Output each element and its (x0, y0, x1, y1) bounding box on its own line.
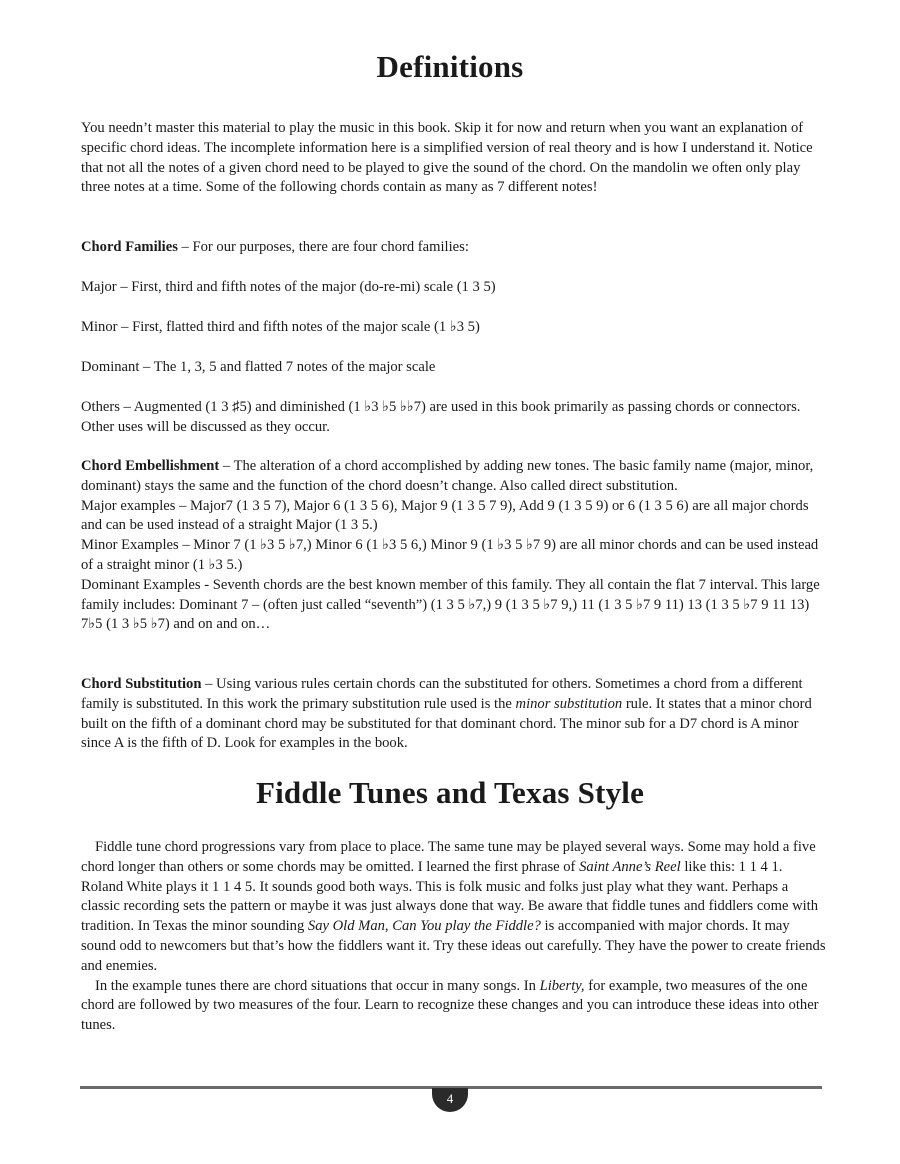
fiddle-tunes-title: Fiddle Tunes and Texas Style (255, 775, 645, 810)
tune-title-say-old-man: Say Old Man, Can You play the Fiddle? (307, 918, 541, 935)
chord-substitution-paragraph (81, 675, 826, 754)
major-family-block (81, 278, 826, 298)
chord-families-label: Chord Families (81, 239, 178, 255)
definitions-intro: You needn’t master this material to play the music in this book. Skip it for now and return when you want an explanation of specific chord ideas. The incomplete information here is a simplified version of real theory and is how I understand it. Notice that not all the notes of a given chord need to be played to give the sound of the chord. On the mandolin we often only play three notes at a time. Some of the following chords contain as many as 7 different notes! (81, 120, 813, 196)
fiddle-paragraph-2 (81, 977, 826, 1036)
tune-title-liberty: Liberty, (539, 977, 585, 994)
chord-embellishment-label: Chord Embellishment (81, 458, 220, 474)
fiddle-paragraph-1 (81, 838, 826, 977)
minor-examples: Minor Examples – Minor 7 (1 ♭3 5 ♭7,) Minor 6 (1 ♭3 5 6,) Minor 9 (1 ♭3 5 ♭7 9) are all minor chords and can be used instead of a straight minor (1 ♭3 5.) (81, 537, 819, 573)
minor-substitution-term: minor substitution (515, 695, 623, 712)
chord-substitution-section (81, 675, 826, 754)
chord-substitution-text-2: rule. It states that a minor chord built on the fifth of a dominant chord may be substituted for that dominant chord. The minor sub for a D7 chord is A minor since A is the fifth of D. Look for examples in the book. (81, 695, 812, 752)
chord-embellishment-section (81, 457, 826, 635)
chord-embellishment-text: – The alteration of a chord accomplished by adding new tones. The basic family name (major, minor, dominant) stays the same and the function of the chord doesn’t change. Also called direct substitution. (81, 458, 814, 494)
dominant-examples: Dominant Examples - Seventh chords are the best known member of this family. They all contain the flat 7 interval. This large family includes: Dominant 7 – (often just called “seventh”) (1 3 5 ♭7,) 9 (1 3 5 ♭7 9,) 11 (1 3 5 ♭7 9 11) 13 (1 3 5 ♭7 9 11 13) 7♭5 (1 3 ♭5 ♭7) and on and on… (81, 576, 820, 633)
chord-families-section (81, 238, 826, 258)
chord-embellishment-paragraph (81, 457, 826, 497)
minor-family-block (81, 318, 826, 338)
others-family-block (81, 398, 826, 438)
definitions-title: Definitions (376, 49, 524, 84)
page-number: 4 (432, 1088, 468, 1112)
fiddle-p1-text-b: like this: 1 1 4 1. Roland White plays it 1 1 4 5. It sounds good both ways. This is folk music and folks just play what they want. Perhaps a classic recording sets the pattern or maybe it was just always done that way. Be aware that fiddle tunes and fiddlers come with tradition. In Texas the minor sounding (81, 858, 819, 935)
fiddle-p2-text-b: for example, two measures of the one chord are followed by two measures of the four. Learn to recognize these changes and you can introduce these ideas into other tunes. (81, 977, 819, 1034)
tune-title-saint-annes-reel: Saint Anne’s Reel (579, 858, 681, 875)
chord-families-text: – For our purposes, there are four chord families: (177, 239, 469, 255)
chord-substitution-text-1: – Using various rules certain chords can the substituted for others. Sometimes a chord from a different family is substituted. In this work the primary substitution rule used is the (81, 676, 803, 712)
minor-family-definition: Minor – First, flatted third and fifth notes of the major scale (1 ♭3 5) (81, 319, 480, 335)
dominant-family-definition: Dominant – The 1, 3, 5 and flatted 7 notes of the major scale (81, 359, 436, 375)
fiddle-p1-text-a: Fiddle tune chord progressions vary from place to place. The same tune may be played several ways. Some may hold a five chord longer than others or some chords may be omitted. I learned the first phrase of (81, 839, 816, 875)
fiddle-p2-text-a: In the example tunes there are chord situations that occur in many songs. In (95, 977, 540, 994)
major-examples: Major examples – Major7 (1 3 5 7), Major 6 (1 3 5 6), Major 9 (1 3 5 7 9), Add 9 (1 3 5 9) or 6 (1 3 5 6) are all major chords and can be used instead of a straight Major (1 3 5.) (81, 497, 809, 534)
fiddle-p1-text-c: is accompanied with major chords. It may sound odd to newcomers but that’s how the fiddlers want it. Try these ideas out carefully. They have the power to create friends and enemies. (81, 918, 826, 974)
major-family-definition: Major – First, third and fifth notes of the major (do-re-mi) scale (1 3 5) (81, 279, 496, 295)
others-family-definition: Others – Augmented (1 3 ♯5) and diminished (1 ♭3 ♭5 ♭♭7) are used in this book primarily as passing chords or connectors. Other uses will be discussed as they occur. (81, 399, 801, 435)
definitions-intro-block (81, 119, 826, 198)
chord-substitution-label: Chord Substitution (81, 676, 202, 692)
fiddle-tunes-section (81, 838, 826, 1036)
dominant-family-block (81, 358, 826, 378)
chord-families-paragraph (81, 238, 826, 258)
